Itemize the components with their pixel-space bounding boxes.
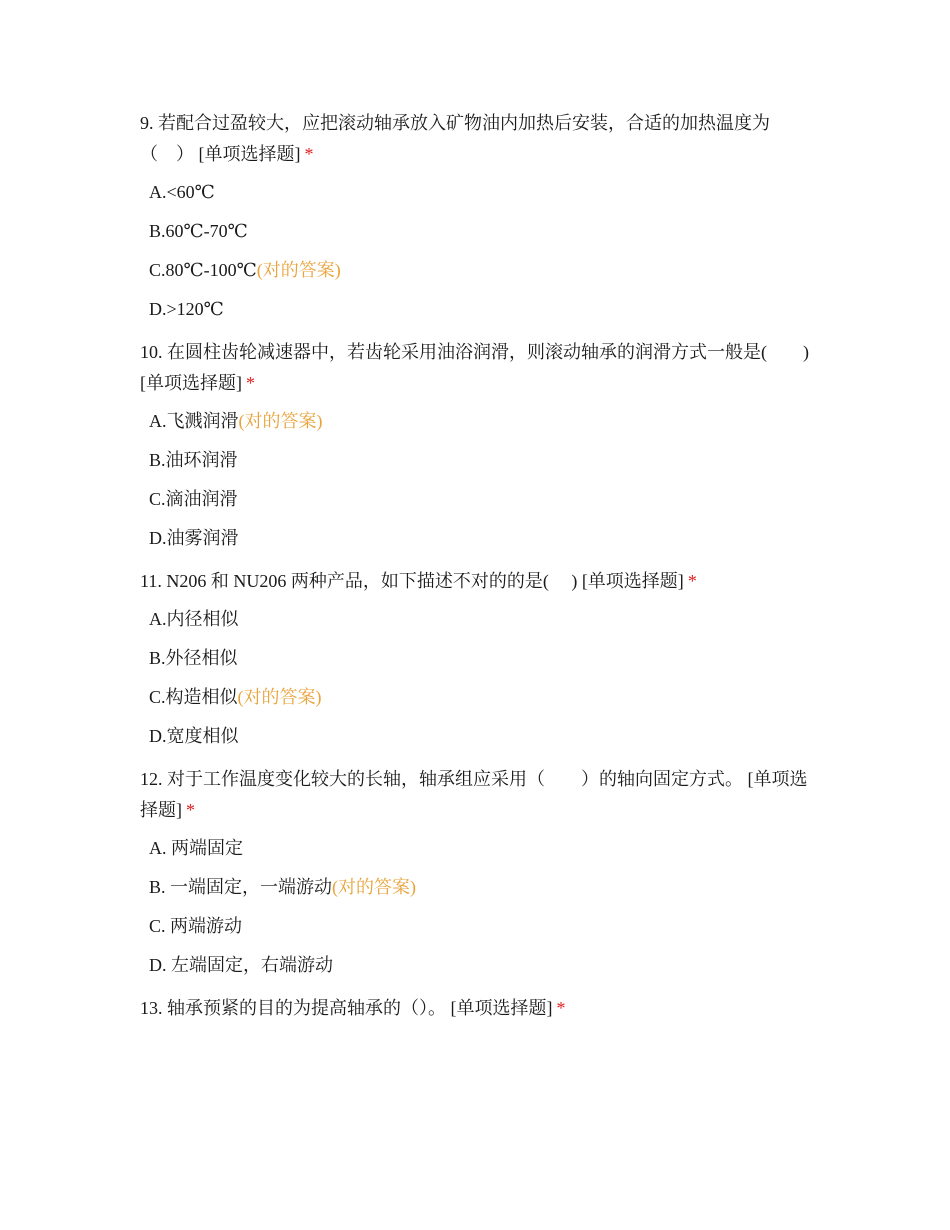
option-a: A.<60℃ [149, 182, 215, 202]
question-9 [140, 108, 812, 321]
question-title: 11. N206 和 NU206 两种产品，如下描述不对的的是( ) [单项选择题] * [140, 571, 697, 591]
question-title: 13. 轴承预紧的目的为提高轴承的（）。 [单项选择题] * [140, 998, 566, 1018]
question-13 [140, 993, 812, 1024]
option-d: D.>120℃ [149, 299, 224, 319]
option-a: A.飞溅润滑(对的答案) [149, 411, 323, 431]
correct-answer-label: (对的答案) [332, 877, 417, 897]
question-12 [140, 764, 812, 977]
question-title: 10. 在圆柱齿轮减速器中，若齿轮采用油浴润滑，则滚动轴承的润滑方式一般是( ) [单项选择题] * [140, 342, 809, 393]
option-b: B.外径相似 [149, 648, 238, 668]
option-b: B.60℃-70℃ [149, 221, 248, 241]
required-asterisk: * [556, 998, 566, 1018]
option-c: C.滴油润滑 [149, 489, 238, 509]
required-asterisk: * [186, 800, 195, 820]
question-11 [140, 566, 812, 748]
required-asterisk: * [687, 571, 697, 591]
question-title: 9. 若配合过盈较大，应把滚动轴承放入矿物油内加热后安装，合适的加热温度为（ ） [单项选择题] * [140, 113, 770, 164]
option-d: D.油雾润滑 [149, 528, 239, 548]
option-a: A. 两端固定 [149, 838, 243, 858]
question-title: 12. 对于工作温度变化较大的长轴，轴承组应采用（ ）的轴向固定方式。 [单项选择题] * [140, 769, 808, 820]
option-a: A.内径相似 [149, 609, 239, 629]
correct-answer-label: (对的答案) [238, 411, 323, 431]
required-asterisk: * [304, 144, 314, 164]
required-asterisk: * [246, 373, 255, 393]
correct-answer-label: (对的答案) [237, 687, 322, 707]
option-d: D.宽度相似 [149, 726, 239, 746]
question-10 [140, 337, 812, 550]
option-b: B. 一端固定，一端游动(对的答案) [149, 877, 417, 897]
option-b: B.油环润滑 [149, 450, 238, 470]
option-c: C.构造相似(对的答案) [149, 687, 322, 707]
option-d: D. 左端固定，右端游动 [149, 955, 333, 975]
quiz-page [140, 108, 812, 1037]
option-c: C. 两端游动 [149, 916, 243, 936]
option-c: C.80℃-100℃(对的答案) [149, 260, 341, 280]
correct-answer-label: (对的答案) [256, 260, 341, 280]
